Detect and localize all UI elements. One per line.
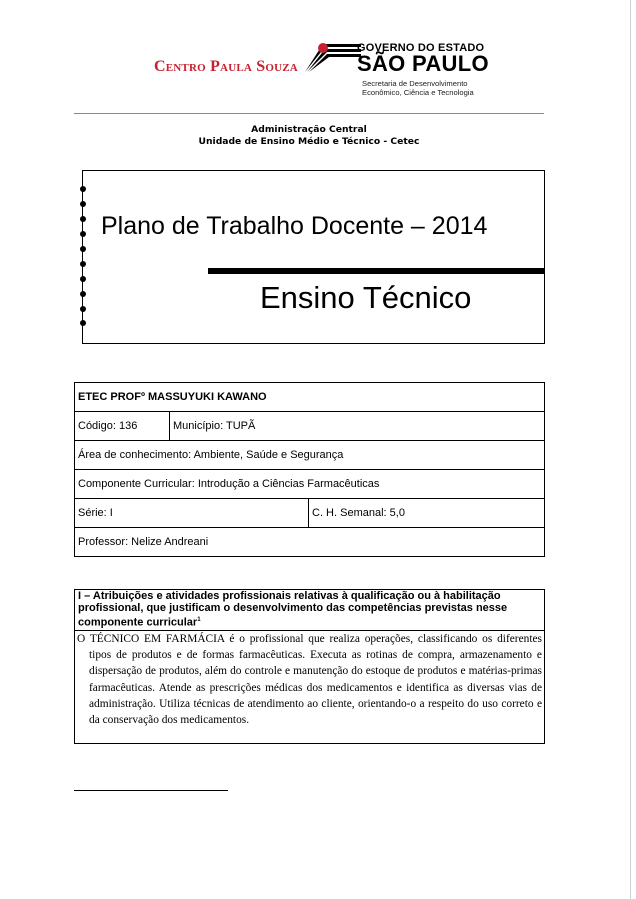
table-row [75,528,545,557]
section-1-heading [75,590,544,631]
document-title: Plano de Trabalho Docente – 2014 [101,212,488,240]
ch-semanal-cell: C. H. Semanal: 5,0 [309,499,545,528]
table-row [75,412,545,441]
table-row [75,383,545,412]
centro-paula-souza-logo: Centro Paula Souza [154,58,298,75]
codigo-cell: Código: 136 [75,412,170,441]
secretaria-line2: Econômico, Ciência e Tecnologia [362,88,474,97]
admin-line2: Unidade de Ensino Médio e Técnico - Cetec [198,136,420,147]
footnote-divider [74,790,228,791]
serie-cell: Série: I [75,499,309,528]
table-row [75,441,545,470]
sao-paulo-text: SÃO PAULO [357,51,489,76]
footnote-mark: 1 [197,617,201,623]
municipio-cell: Município: TUPÃ [170,412,545,441]
admin-heading [74,124,544,148]
page-header [0,0,636,110]
header-divider [74,113,544,114]
admin-line1: Administração Central [251,124,367,135]
title-rule [208,268,545,274]
sao-paulo-flag-logo [303,38,365,76]
etec-name: ETEC PROFº MASSUYUKI KAWANO [75,383,545,412]
table-row [75,499,545,528]
professor-cell: Professor: Nelize Andreani [75,528,545,557]
secretaria-line1: Secretaria de Desenvolvimento [362,79,468,88]
componente-cell: Componente Curricular: Introdução a Ciências Farmacêuticas [75,470,545,499]
section-1-heading-text: I – Atribuições e atividades profissionais relativas à qualificação ou à habilitação profissional, que justificam o desenvolvimento das competências previstas nesse componente curricular [78,590,508,629]
document-subtitle: Ensino Técnico [260,280,472,315]
title-box [82,170,545,344]
secretaria-text [362,79,474,97]
section-1-body: O TÉCNICO EM FARMÁCIA é o profissional que realiza operações, classificando os diferentes tipos de produtos e de formas farmacêuticas. Executa as rotinas de compra, armazenamento e dispersação de produtos, além do controle e manutenção do estoque de produtos e matérias-primas farmacêuticas. Atende as prescrições médicas dos medicamentos e identifica as diversas vias de administração. Utiliza técnicas de atendimento ao cliente, orientando-o a respeito do uso correto e da conservação dos medicamentos. [77,633,542,727]
area-cell: Área de conhecimento: Ambiente, Saúde e Segurança [75,441,545,470]
governo-estado-text: GOVERNO DO ESTADO [357,42,485,54]
table-row [75,470,545,499]
spiral-binding-icon [80,186,88,326]
school-info-table [74,382,545,557]
section-1-box [74,589,545,744]
